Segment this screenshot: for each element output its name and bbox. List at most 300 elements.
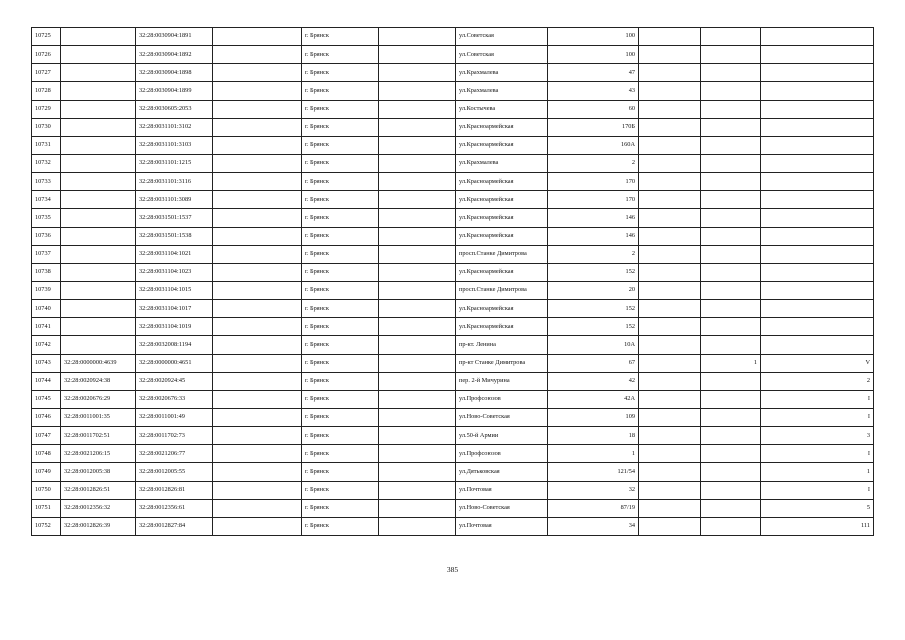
cell-column-9: [639, 82, 701, 100]
cell-column-10: [701, 28, 761, 46]
cell-column-9: [639, 173, 701, 191]
cell-house-number: 67: [548, 354, 639, 372]
cell-previous-cadastral-number: [61, 28, 136, 46]
cell-previous-cadastral-number: [61, 136, 136, 154]
cell-record-number: 10733: [32, 173, 61, 191]
cell-record-number: 10749: [32, 463, 61, 481]
cell-empty: [213, 336, 302, 354]
cell-city: г. Брянск: [302, 481, 379, 499]
cell-column-11: [761, 300, 874, 318]
cell-city: г. Брянск: [302, 300, 379, 318]
cell-house-number: 87/19: [548, 499, 639, 517]
cell-column-10: [701, 481, 761, 499]
cell-previous-cadastral-number: [61, 64, 136, 82]
cell-column-10: [701, 517, 761, 535]
cell-city: г. Брянск: [302, 28, 379, 46]
cell-city: г. Брянск: [302, 445, 379, 463]
cell-city: г. Брянск: [302, 100, 379, 118]
cell-cadastral-number: 32:28:0011001:49: [136, 408, 213, 426]
cell-house-number: 34: [548, 517, 639, 535]
cell-record-number: 10728: [32, 82, 61, 100]
cell-empty: [379, 209, 456, 227]
cell-column-9: [639, 100, 701, 118]
table-row: [32, 136, 874, 154]
cell-empty: [379, 390, 456, 408]
cell-empty: [213, 245, 302, 263]
cell-column-9: [639, 28, 701, 46]
cell-street: ул.50-й Армии: [456, 427, 548, 445]
cell-street: ул.Красноармейская: [456, 136, 548, 154]
cell-column-9: [639, 136, 701, 154]
cell-column-11: I: [761, 445, 874, 463]
cell-cadastral-number: 32:28:0030605:2053: [136, 100, 213, 118]
cell-empty: [379, 227, 456, 245]
cell-column-10: [701, 118, 761, 136]
cell-column-10: [701, 245, 761, 263]
cell-street: ул.Крахмалева: [456, 154, 548, 172]
cell-cadastral-number: 32:28:0031104:1021: [136, 245, 213, 263]
cell-street: ул.Красноармейская: [456, 118, 548, 136]
cell-previous-cadastral-number: 32:28:0011001:35: [61, 408, 136, 426]
cell-cadastral-number: 32:28:0031501:1537: [136, 209, 213, 227]
table-row: [32, 281, 874, 299]
cell-house-number: 20: [548, 281, 639, 299]
cell-record-number: 10727: [32, 64, 61, 82]
cell-empty: [379, 300, 456, 318]
cell-house-number: 42: [548, 372, 639, 390]
cell-street: ул.Дятьковская: [456, 463, 548, 481]
cell-column-10: [701, 499, 761, 517]
cell-column-10: [701, 82, 761, 100]
cell-city: г. Брянск: [302, 281, 379, 299]
cell-empty: [213, 390, 302, 408]
cell-empty: [213, 154, 302, 172]
cell-city: г. Брянск: [302, 64, 379, 82]
table-row: [32, 173, 874, 191]
cell-cadastral-number: 32:28:0030904:1898: [136, 64, 213, 82]
cell-empty: [379, 28, 456, 46]
cell-cadastral-number: 32:28:0030904:1892: [136, 46, 213, 64]
cell-column-9: [639, 191, 701, 209]
cell-previous-cadastral-number: [61, 245, 136, 263]
cell-column-9: [639, 336, 701, 354]
cell-city: г. Брянск: [302, 154, 379, 172]
cell-column-9: [639, 372, 701, 390]
cell-city: г. Брянск: [302, 245, 379, 263]
cell-street: ул.Советская: [456, 28, 548, 46]
table-row: [32, 300, 874, 318]
cell-house-number: 18: [548, 427, 639, 445]
cell-empty: [213, 300, 302, 318]
table-row: [32, 427, 874, 445]
cell-record-number: 10737: [32, 245, 61, 263]
cell-cadastral-number: 32:28:0031104:1017: [136, 300, 213, 318]
cell-column-11: [761, 227, 874, 245]
cell-empty: [213, 136, 302, 154]
cell-column-9: [639, 245, 701, 263]
cell-previous-cadastral-number: 32:28:0020924:38: [61, 372, 136, 390]
cell-cadastral-number: 32:28:0012005:55: [136, 463, 213, 481]
cell-empty: [379, 245, 456, 263]
table-row: [32, 354, 874, 372]
cell-column-9: [639, 318, 701, 336]
cell-street: ул.Красноармейская: [456, 209, 548, 227]
cell-empty: [213, 445, 302, 463]
cell-street: ул.Советская: [456, 46, 548, 64]
cell-record-number: 10747: [32, 427, 61, 445]
cell-empty: [213, 318, 302, 336]
cell-column-11: [761, 64, 874, 82]
cell-previous-cadastral-number: 32:28:0012826:39: [61, 517, 136, 535]
cell-column-10: [701, 46, 761, 64]
table-row: [32, 227, 874, 245]
cell-column-10: [701, 427, 761, 445]
cell-column-11: [761, 46, 874, 64]
cell-cadastral-number: 32:28:0031104:1015: [136, 281, 213, 299]
cell-city: г. Брянск: [302, 46, 379, 64]
cell-street: ул.Костычева: [456, 100, 548, 118]
cell-cadastral-number: 32:28:0000000:4651: [136, 354, 213, 372]
cell-street: ул.Красноармейская: [456, 263, 548, 281]
cell-house-number: 43: [548, 82, 639, 100]
cell-empty: [213, 372, 302, 390]
cell-column-11: [761, 136, 874, 154]
cell-record-number: 10736: [32, 227, 61, 245]
table-row: [32, 46, 874, 64]
cell-house-number: 100: [548, 28, 639, 46]
cell-cadastral-number: 32:28:0032008:1194: [136, 336, 213, 354]
cell-column-9: [639, 46, 701, 64]
cell-column-10: [701, 336, 761, 354]
cell-column-9: [639, 445, 701, 463]
cell-cadastral-number: 32:28:0012826:81: [136, 481, 213, 499]
table-row: [32, 408, 874, 426]
cell-empty: [213, 46, 302, 64]
cell-city: г. Брянск: [302, 427, 379, 445]
cell-street: ул.Профсоюзов: [456, 445, 548, 463]
cell-city: г. Брянск: [302, 318, 379, 336]
cell-house-number: 146: [548, 227, 639, 245]
table-row: [32, 263, 874, 281]
cell-column-10: [701, 300, 761, 318]
cell-record-number: 10752: [32, 517, 61, 535]
cell-empty: [213, 499, 302, 517]
cell-column-9: [639, 481, 701, 499]
cell-cadastral-number: 32:28:0031104:1019: [136, 318, 213, 336]
cell-record-number: 10746: [32, 408, 61, 426]
cell-column-11: [761, 209, 874, 227]
cell-empty: [379, 318, 456, 336]
table-row: [32, 100, 874, 118]
table-row: [32, 245, 874, 263]
cell-record-number: 10734: [32, 191, 61, 209]
table-row: [32, 64, 874, 82]
cell-column-9: [639, 390, 701, 408]
cell-column-11: 2: [761, 372, 874, 390]
cell-street: ул.Красноармейская: [456, 191, 548, 209]
cell-empty: [213, 517, 302, 535]
cell-column-10: [701, 463, 761, 481]
cell-previous-cadastral-number: 32:28:0012005:38: [61, 463, 136, 481]
cell-street: просп.Станке Димитрова: [456, 281, 548, 299]
table-row: [32, 209, 874, 227]
cell-record-number: 10750: [32, 481, 61, 499]
cell-column-10: [701, 173, 761, 191]
cell-column-9: [639, 118, 701, 136]
cell-house-number: 121/54: [548, 463, 639, 481]
cell-house-number: 109: [548, 408, 639, 426]
cell-empty: [379, 408, 456, 426]
cell-city: г. Брянск: [302, 227, 379, 245]
cell-column-11: [761, 245, 874, 263]
cell-house-number: 152: [548, 318, 639, 336]
cell-street: пр-кт. Ленина: [456, 336, 548, 354]
cell-column-9: [639, 209, 701, 227]
cell-empty: [213, 463, 302, 481]
cell-cadastral-number: 32:28:0031104:1023: [136, 263, 213, 281]
cell-empty: [379, 336, 456, 354]
cell-previous-cadastral-number: [61, 209, 136, 227]
table-row: [32, 82, 874, 100]
cell-column-10: [701, 318, 761, 336]
cell-empty: [213, 281, 302, 299]
cell-empty: [213, 354, 302, 372]
table-row: [32, 336, 874, 354]
cell-empty: [213, 191, 302, 209]
cell-city: г. Брянск: [302, 354, 379, 372]
cell-record-number: 10740: [32, 300, 61, 318]
cell-column-10: [701, 100, 761, 118]
cell-previous-cadastral-number: [61, 281, 136, 299]
cell-previous-cadastral-number: 32:28:0000000:4639: [61, 354, 136, 372]
cell-previous-cadastral-number: [61, 46, 136, 64]
cell-city: г. Брянск: [302, 173, 379, 191]
cell-column-10: [701, 263, 761, 281]
cell-column-11: [761, 28, 874, 46]
cell-previous-cadastral-number: 32:28:0012826:51: [61, 481, 136, 499]
table-row: [32, 481, 874, 499]
cell-city: г. Брянск: [302, 372, 379, 390]
cell-column-11: [761, 118, 874, 136]
cell-column-10: [701, 154, 761, 172]
cell-previous-cadastral-number: [61, 318, 136, 336]
cell-previous-cadastral-number: [61, 173, 136, 191]
cell-empty: [213, 118, 302, 136]
cell-record-number: 10751: [32, 499, 61, 517]
cell-column-9: [639, 517, 701, 535]
table-row: [32, 463, 874, 481]
cell-column-10: [701, 209, 761, 227]
cell-empty: [379, 64, 456, 82]
cell-empty: [379, 191, 456, 209]
cell-city: г. Брянск: [302, 136, 379, 154]
cell-column-11: [761, 191, 874, 209]
cell-empty: [213, 408, 302, 426]
cell-cadastral-number: 32:28:0020924:45: [136, 372, 213, 390]
cell-empty: [213, 209, 302, 227]
cell-cadastral-number: 32:28:0031101:3089: [136, 191, 213, 209]
cell-column-10: [701, 408, 761, 426]
cell-record-number: 10745: [32, 390, 61, 408]
cell-empty: [379, 82, 456, 100]
table-row: [32, 28, 874, 46]
cell-cadastral-number: 32:28:0011702:73: [136, 427, 213, 445]
cell-cadastral-number: 32:28:0021206:77: [136, 445, 213, 463]
cell-column-11: [761, 336, 874, 354]
cell-empty: [213, 173, 302, 191]
cell-column-11: I: [761, 481, 874, 499]
cell-cadastral-number: 32:28:0031101:1215: [136, 154, 213, 172]
cell-street: ул.Красноармейская: [456, 173, 548, 191]
cell-city: г. Брянск: [302, 408, 379, 426]
cell-street: ул.Крахмалева: [456, 64, 548, 82]
cell-column-10: [701, 281, 761, 299]
cell-column-11: 1: [761, 463, 874, 481]
table-row: [32, 191, 874, 209]
cell-empty: [213, 64, 302, 82]
cell-previous-cadastral-number: [61, 82, 136, 100]
cell-column-9: [639, 263, 701, 281]
cell-city: г. Брянск: [302, 499, 379, 517]
cell-street: ул.Красноармейская: [456, 318, 548, 336]
cell-empty: [379, 354, 456, 372]
cell-house-number: 152: [548, 263, 639, 281]
table-row: [32, 154, 874, 172]
cell-previous-cadastral-number: [61, 263, 136, 281]
cell-column-11: I: [761, 390, 874, 408]
cell-house-number: 170: [548, 173, 639, 191]
cell-cadastral-number: 32:28:0031501:1538: [136, 227, 213, 245]
cell-column-11: [761, 82, 874, 100]
cell-column-10: [701, 390, 761, 408]
cell-empty: [213, 427, 302, 445]
cell-record-number: 10742: [32, 336, 61, 354]
cell-empty: [213, 82, 302, 100]
table-row: [32, 390, 874, 408]
registry-table: [31, 27, 874, 536]
cell-empty: [379, 263, 456, 281]
cell-column-9: [639, 227, 701, 245]
cell-column-10: [701, 191, 761, 209]
cell-empty: [213, 227, 302, 245]
cell-previous-cadastral-number: [61, 300, 136, 318]
cell-column-11: I: [761, 408, 874, 426]
cell-cadastral-number: 32:28:0012356:61: [136, 499, 213, 517]
cell-city: г. Брянск: [302, 336, 379, 354]
cell-house-number: 60: [548, 100, 639, 118]
cell-city: г. Брянск: [302, 118, 379, 136]
cell-street: ул.Красноармейская: [456, 300, 548, 318]
cell-empty: [379, 372, 456, 390]
cell-previous-cadastral-number: [61, 227, 136, 245]
cell-column-9: [639, 354, 701, 372]
cell-house-number: 2: [548, 245, 639, 263]
cell-empty: [379, 517, 456, 535]
cell-street: просп.Станке Димитрова: [456, 245, 548, 263]
cell-street: ул.Ново-Советская: [456, 499, 548, 517]
cell-street: ул.Красноармейская: [456, 227, 548, 245]
cell-previous-cadastral-number: 32:28:0021206:15: [61, 445, 136, 463]
cell-street: ул.Почтовая: [456, 517, 548, 535]
cell-column-9: [639, 499, 701, 517]
cell-empty: [379, 173, 456, 191]
cell-column-11: [761, 173, 874, 191]
cell-empty: [379, 427, 456, 445]
cell-record-number: 10735: [32, 209, 61, 227]
table-row: [32, 517, 874, 535]
cell-column-11: [761, 100, 874, 118]
cell-empty: [213, 28, 302, 46]
cell-record-number: 10725: [32, 28, 61, 46]
cell-house-number: 170Б: [548, 118, 639, 136]
cell-street: пер. 2-й Мичурина: [456, 372, 548, 390]
cell-record-number: 10726: [32, 46, 61, 64]
cell-record-number: 10729: [32, 100, 61, 118]
cell-column-10: [701, 136, 761, 154]
cell-previous-cadastral-number: [61, 191, 136, 209]
cell-house-number: 42А: [548, 390, 639, 408]
cell-column-11: 5: [761, 499, 874, 517]
cell-cadastral-number: 32:28:0012827:84: [136, 517, 213, 535]
cell-house-number: 1: [548, 445, 639, 463]
cell-street: ул.Профсоюзов: [456, 390, 548, 408]
registry-rows: [32, 28, 874, 536]
cell-column-9: [639, 408, 701, 426]
cell-column-10: 1: [701, 354, 761, 372]
cell-previous-cadastral-number: [61, 336, 136, 354]
cell-column-9: [639, 281, 701, 299]
cell-cadastral-number: 32:28:0031101:3103: [136, 136, 213, 154]
cell-column-11: 111: [761, 517, 874, 535]
cell-city: г. Брянск: [302, 390, 379, 408]
cell-column-11: [761, 281, 874, 299]
cell-column-9: [639, 64, 701, 82]
cell-house-number: 170: [548, 191, 639, 209]
cell-record-number: 10739: [32, 281, 61, 299]
cell-house-number: 160А: [548, 136, 639, 154]
table-row: [32, 118, 874, 136]
cell-column-9: [639, 154, 701, 172]
cell-column-11: 3: [761, 427, 874, 445]
cell-record-number: 10748: [32, 445, 61, 463]
cell-previous-cadastral-number: 32:28:0012356:32: [61, 499, 136, 517]
cell-house-number: 2: [548, 154, 639, 172]
cell-empty: [379, 136, 456, 154]
cell-record-number: 10743: [32, 354, 61, 372]
cell-column-10: [701, 445, 761, 463]
cell-empty: [379, 445, 456, 463]
cell-empty: [379, 481, 456, 499]
page-number: 385: [446, 565, 459, 574]
cell-empty: [379, 100, 456, 118]
cell-column-9: [639, 300, 701, 318]
cell-empty: [379, 463, 456, 481]
cell-street: ул.Ново-Советская: [456, 408, 548, 426]
cell-cadastral-number: 32:28:0030904:1891: [136, 28, 213, 46]
cell-column-11: V: [761, 354, 874, 372]
cell-house-number: 100: [548, 46, 639, 64]
cell-column-9: [639, 463, 701, 481]
cell-record-number: 10744: [32, 372, 61, 390]
cell-empty: [379, 118, 456, 136]
cell-column-11: [761, 263, 874, 281]
cell-city: г. Брянск: [302, 263, 379, 281]
table-row: [32, 499, 874, 517]
cell-cadastral-number: 32:28:0030904:1899: [136, 82, 213, 100]
cell-house-number: 47: [548, 64, 639, 82]
cell-city: г. Брянск: [302, 517, 379, 535]
cell-record-number: 10741: [32, 318, 61, 336]
